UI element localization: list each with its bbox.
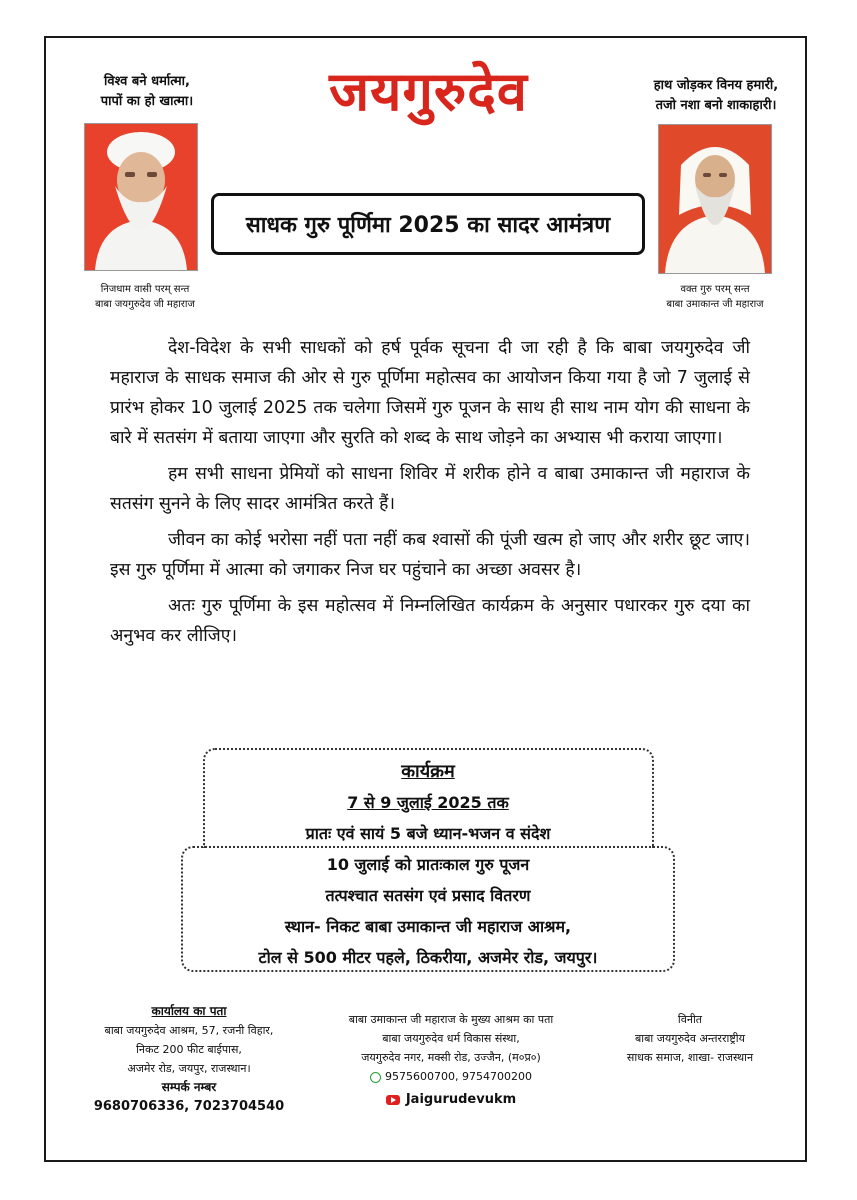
ashram-line: बाबा जयगुरुदेव धर्म विकास संस्था,: [382, 1032, 520, 1045]
whatsapp-icon: [370, 1072, 381, 1083]
office-line: अजमेर रोड, जयपुर, राजस्थान।: [127, 1062, 251, 1075]
program-venue: टोल से 500 मीटर पहले, ठिकरीया, अजमेर रोड, जयपुर।: [258, 948, 598, 967]
right-portrait: [658, 124, 772, 274]
left-slogan: [72, 72, 222, 112]
program-details: [181, 756, 675, 973]
right-caption-line: वक्त गुरु परम् सन्त: [680, 284, 750, 295]
program-line: 10 जुलाई को प्रातःकाल गुरु पूजन: [326, 855, 530, 874]
ashram-address: [316, 1010, 586, 1109]
right-portrait-image: [659, 125, 771, 273]
office-address: [74, 1002, 304, 1116]
left-caption-line: बाबा जयगुरुदेव जी महाराज: [95, 299, 195, 310]
ashram-line: जयगुरुदेव नगर, मक्सी रोड, उज्जैन, (म०प्र०): [361, 1051, 541, 1064]
program-heading: कार्यक्रम: [401, 761, 455, 782]
contact-numbers: 9680706336, 7023704540: [93, 1099, 285, 1114]
body-paragraph: देश-विदेश के सभी साधकों को हर्ष पूर्वक सूचना दी जा रही है कि बाबा जयगुरुदेव जी महाराज के साधक समाज की ओर से गुरु पूर्णिमा महोत्सव का आयोजन किया गया है जो 7 जुलाई से प्रारंभ होकर 10 जुलाई 2025 तक चलेगा जिसमें गुरु पूजन के साथ ही साथ नाम योग की साधना के बारे में सतसंग में बताया जाएगा और सुरति को शब्द के साथ जोड़ने का अभ्यास भी कराया जाएगा।: [110, 338, 750, 448]
body-paragraph: अतः गुरु पूर्णिमा के इस महोत्सव में निम्नलिखित कार्यक्रम के अनुसार पधारकर गुरु दया का अनुभव कर लीजिए।: [110, 596, 750, 646]
vinit-heading: विनीत: [677, 1013, 703, 1026]
youtube-channel[interactable]: Jaigurudevukm: [405, 1092, 517, 1107]
right-slogan-line: हाथ जोड़कर विनय हमारी,: [653, 78, 779, 93]
office-line: निकट 200 फीट बाईपास,: [136, 1043, 242, 1056]
left-portrait-image: [85, 124, 197, 270]
invitation-title: साधक गुरु पूर्णिमा 2025 का सादर आमंत्रण: [211, 193, 645, 255]
body-paragraph: हम सभी साधना प्रेमियों को साधना शिविर में शरीक होने व बाबा उमाकान्त जी महाराज के सतसंग सुनने के लिए सादर आमंत्रित करते हैं।: [110, 464, 750, 514]
left-caption-line: निजधाम वासी परम् सन्त: [100, 284, 190, 295]
brand-title: जयगुरुदेव: [329, 60, 528, 123]
office-line: बाबा जयगुरुदेव आश्रम, 57, रजनी विहार,: [104, 1024, 274, 1037]
right-slogan: [636, 76, 796, 116]
vinit-block: [590, 1010, 790, 1067]
office-heading: कार्यालय का पता: [151, 1004, 227, 1018]
left-slogan-line: विश्व बने धर्मात्मा,: [104, 74, 190, 89]
left-caption: [70, 282, 220, 312]
invitation-body: [110, 333, 750, 657]
program-venue: स्थान- निकट बाबा उमाकान्त जी महाराज आश्रम,: [284, 917, 572, 936]
vinit-line: बाबा जयगुरुदेव अन्तरराष्ट्रीय: [634, 1032, 746, 1045]
left-slogan-line: पापों का हो खात्मा।: [100, 94, 194, 109]
program-dates: 7 से 9 जुलाई 2025 तक: [347, 793, 509, 812]
right-slogan-line: तजो नशा बनो शाकाहारी।: [655, 98, 777, 113]
ashram-phones: 9575600700, 9754700200: [385, 1070, 532, 1083]
vinit-line: साधक समाज, शाखा- राजस्थान: [626, 1051, 754, 1064]
ashram-line: बाबा उमाकान्त जी महाराज के मुख्य आश्रम का पता: [348, 1013, 554, 1026]
contact-heading: सम्पर्क नम्बर: [161, 1080, 217, 1094]
body-paragraph: जीवन का कोई भरोसा नहीं पता नहीं कब श्वासों की पूंजी खत्म हो जाए और शरीर छूट जाए। इस गुरु पूर्णिमा में आत्मा को जगाकर निज घर पहुंचाने का अच्छा अवसर है।: [110, 530, 750, 580]
program-line: तत्पश्चात सतसंग एवं प्रसाद वितरण: [325, 886, 531, 905]
left-portrait: [84, 123, 198, 271]
right-caption: [640, 282, 790, 312]
right-caption-line: बाबा उमाकान्त जी महाराज: [666, 299, 764, 310]
program-line: प्रातः एवं सायं 5 बजे ध्यान-भजन व संदेश: [305, 824, 551, 843]
youtube-icon: [386, 1095, 400, 1105]
